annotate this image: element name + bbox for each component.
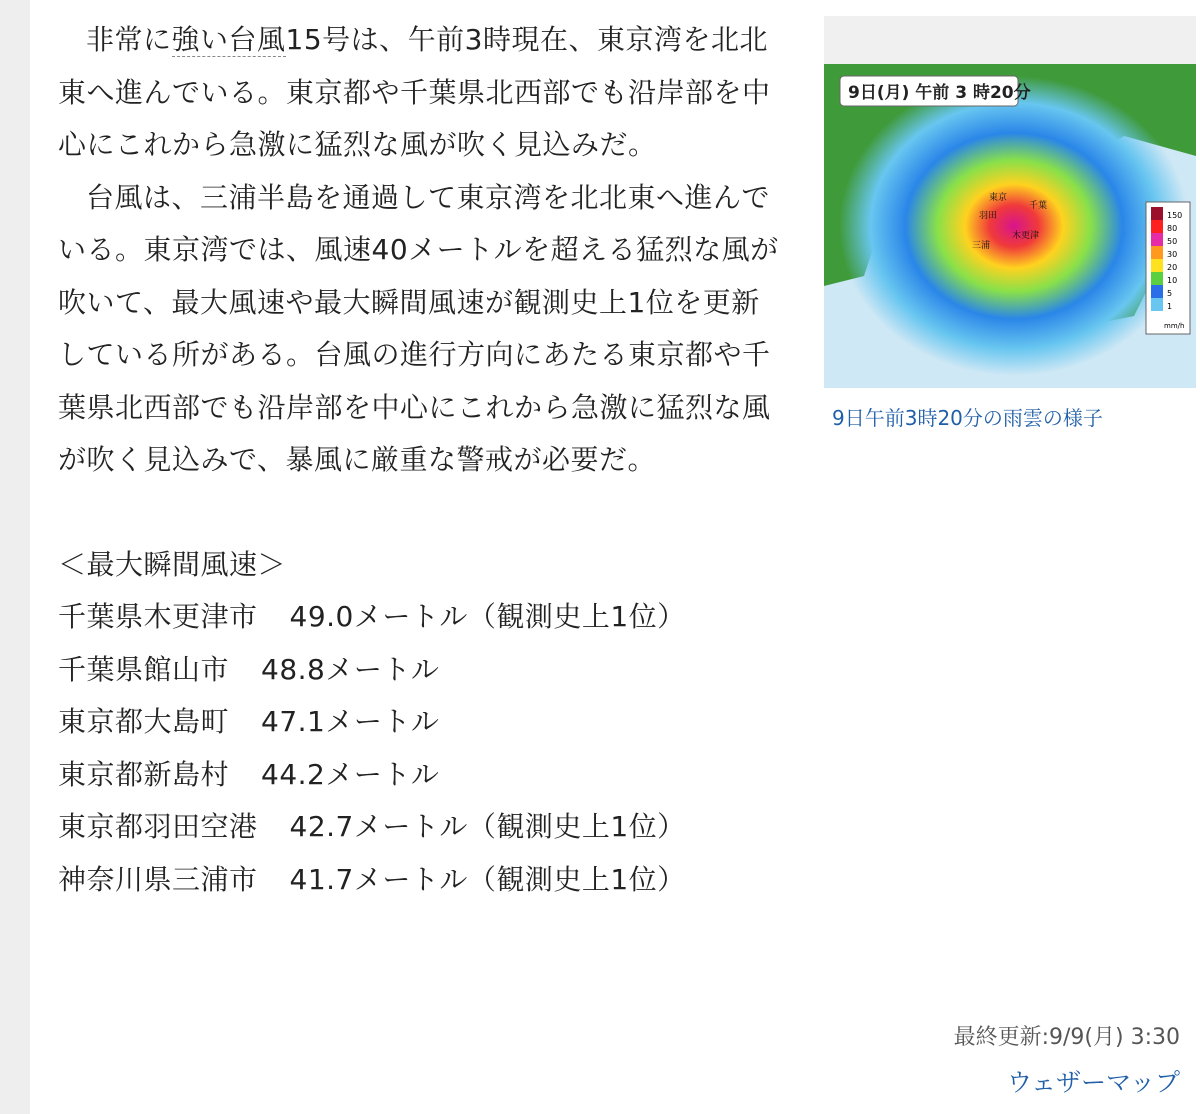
svg-text:1: 1 bbox=[1167, 302, 1173, 311]
paragraph-2: 台風は、三浦半島を通過して東京湾を北北東へ進んでいる。東京湾では、風速40メートルを超える猛烈な風が吹いて、最大風速や最大瞬間風速が観測史上1位を更新している所がある。台風の進行方向にあたる東京都や千葉県北西部でも沿岸部を中心にこれから急激に猛烈な風が吹く見込みで、暴風に厳重な警戒が必要だ。 bbox=[58, 180, 779, 476]
paragraph-1: 非常に強い台風15号は、午前3時現在、東京湾を北北東へ進んでいる。東京都や千葉県北西部でも沿岸部を中心にこれから急激に猛烈な風が吹く見込みだ。 bbox=[58, 23, 771, 161]
station-row: 東京都大島町 47.1メートル bbox=[58, 705, 440, 738]
station-row: 千葉県館山市 48.8メートル bbox=[58, 652, 440, 686]
station-row: 東京都羽田空港 42.7メートル（観測史上1位） bbox=[58, 810, 686, 843]
rain-legend bbox=[1146, 202, 1190, 334]
svg-text:50: 50 bbox=[1167, 237, 1178, 246]
radar-figure[interactable] bbox=[824, 16, 1196, 431]
article-body bbox=[58, 14, 1188, 906]
svg-text:150: 150 bbox=[1167, 211, 1183, 220]
svg-text:5: 5 bbox=[1167, 289, 1173, 298]
svg-text:10: 10 bbox=[1167, 276, 1178, 285]
svg-text:千葉: 千葉 bbox=[1029, 201, 1048, 211]
list-title: ＜最大瞬間風速＞ bbox=[58, 547, 287, 581]
station-row: 東京都新島村 44.2メートル bbox=[58, 757, 440, 791]
radar-image[interactable] bbox=[824, 16, 1196, 388]
figure-caption: 9日午前3時20分の雨雲の様子 bbox=[832, 406, 1103, 430]
station-row: 千葉県木更津市 49.0メートル（観測史上1位） bbox=[58, 600, 686, 633]
station-row: 神奈川県三浦市 41.7メートル（観測史上1位） bbox=[58, 862, 686, 896]
svg-text:30: 30 bbox=[1167, 250, 1178, 259]
svg-text:木更津: 木更津 bbox=[1012, 231, 1040, 241]
svg-text:80: 80 bbox=[1167, 224, 1178, 233]
svg-text:羽田: 羽田 bbox=[979, 211, 998, 221]
svg-text:mm/h: mm/h bbox=[1164, 322, 1185, 330]
svg-text:20: 20 bbox=[1167, 263, 1178, 272]
article-footer bbox=[954, 1020, 1180, 1099]
svg-text:東京: 東京 bbox=[989, 193, 1008, 203]
dotted-term[interactable]: 強い台風 bbox=[171, 23, 286, 56]
left-rail bbox=[0, 0, 30, 1114]
svg-text:三浦: 三浦 bbox=[972, 241, 991, 251]
source-link[interactable]: ウェザーマップ bbox=[1006, 1068, 1180, 1097]
rain-cloud bbox=[839, 76, 1189, 376]
radar-time-label: 9日(月) 午前 3 時20分 bbox=[848, 83, 1031, 103]
last-updated: 最終更新:9/9(月) 3:30 bbox=[953, 1025, 1180, 1050]
